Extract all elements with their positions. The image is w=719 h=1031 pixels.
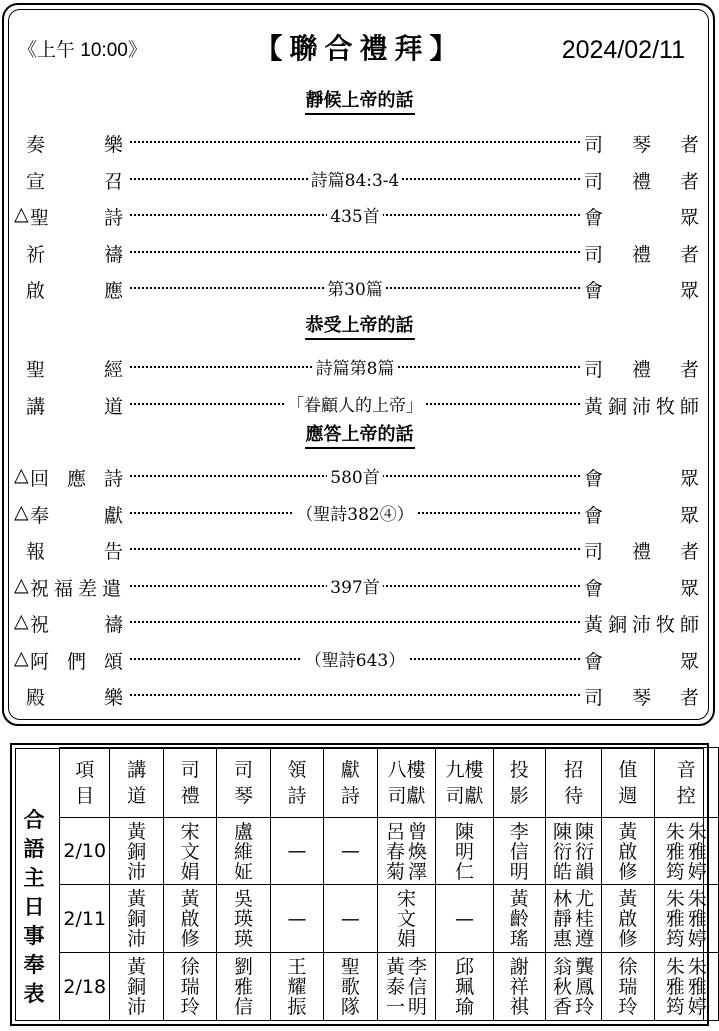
- order-item: [14, 162, 700, 192]
- order-item: [14, 532, 700, 562]
- row-date: 2/10: [60, 818, 110, 885]
- order-item-role: 司 禮 者: [584, 359, 700, 381]
- table-cell: 朱雅婷 朱雅筠: [654, 953, 718, 1021]
- order-item-label: 聖 經: [26, 359, 124, 381]
- leader-dots: [130, 605, 580, 635]
- order-item-detail: 詩篇84:3-4: [308, 171, 403, 191]
- table-cell: —: [436, 885, 493, 953]
- order-item-role: 會 眾: [584, 650, 700, 673]
- table-cell: 徐瑞玲: [602, 953, 655, 1021]
- leader-dots: [130, 125, 580, 155]
- order-item-label: 講 道: [26, 395, 124, 418]
- leader-dots: [130, 198, 580, 228]
- table-cell: —: [270, 885, 323, 953]
- order-item-role: 黃 銅 沛 牧 師: [584, 614, 700, 636]
- table-cell: 尤桂遵 林靜惠: [546, 885, 602, 953]
- table-cell: 龔鳳玲 翁秋香: [546, 953, 602, 1021]
- table-cell: 曾煥澤 呂春菊: [377, 818, 436, 885]
- table-cell: 謝祥祺: [493, 953, 546, 1021]
- table-cell: 陳衍韻 陳衍皓: [546, 818, 602, 885]
- order-item-role: 司 禮 者: [584, 243, 700, 266]
- table-cell: —: [324, 885, 377, 953]
- row-date: 2/11: [60, 885, 110, 953]
- column-header: 九樓 司獻: [436, 748, 493, 818]
- column-header: 項 目: [60, 748, 110, 818]
- table-cell: 黃銅沛: [110, 953, 163, 1021]
- order-item: [14, 605, 700, 635]
- table-cell: 李信明 黃泰一: [377, 953, 436, 1021]
- order-item-role: 司 琴 者: [584, 687, 700, 709]
- column-header: 講 道: [110, 748, 163, 818]
- leader-dots: [130, 569, 580, 599]
- order-item: [14, 387, 700, 417]
- order-item: [14, 678, 700, 708]
- column-header: 領 詩: [270, 748, 323, 818]
- table-row: [60, 885, 719, 953]
- order-item-detail: 397首: [327, 578, 382, 598]
- order-item-label: 報 告: [26, 541, 124, 563]
- column-header: 八樓 司獻: [377, 748, 436, 818]
- order-item-detail: （聖詩643）: [302, 651, 408, 671]
- page-title: 【聯合禮拜】: [254, 32, 465, 65]
- leader-dots: [130, 350, 580, 380]
- order-item-label: 奏 樂: [26, 134, 124, 156]
- order-item-role: 會 眾: [584, 504, 700, 527]
- order-item-role: 司 琴 者: [584, 134, 700, 156]
- leader-dots: [130, 162, 580, 192]
- order-item-label: △ 阿 們 頌: [14, 646, 124, 673]
- order-item: [14, 569, 700, 599]
- order-item: [14, 350, 700, 380]
- table-cell: 宋文娟: [163, 818, 216, 885]
- leader-dots: [130, 459, 580, 489]
- order-item-detail: 「眷顧人的上帝」: [284, 396, 426, 416]
- table-cell: 宋文娟: [377, 885, 436, 953]
- order-item-role: 會 眾: [584, 207, 700, 229]
- order-item: [14, 125, 700, 155]
- table-cell: —: [324, 818, 377, 885]
- row-date: 2/18: [60, 953, 110, 1021]
- leader-dots: [130, 235, 580, 265]
- order-item: [14, 235, 700, 265]
- table-cell: 陳明仁: [436, 818, 493, 885]
- column-header: 投 影: [493, 748, 546, 818]
- table-cell: 盧維姃: [217, 818, 270, 885]
- duty-roster-table: [59, 747, 719, 1021]
- section-title: 靜候上帝的話: [0, 92, 719, 110]
- order-item-role: 司 禮 者: [584, 170, 700, 193]
- leader-dots: [130, 642, 580, 672]
- table-cell: 王耀振: [270, 953, 323, 1021]
- table-cell: 徐瑞玲: [163, 953, 216, 1021]
- table-cell: 朱雅婷 朱雅筠: [654, 885, 718, 953]
- order-item: [14, 496, 700, 526]
- table-cell: 黃啟修: [602, 818, 655, 885]
- table-cell: 黃銅沛: [110, 818, 163, 885]
- column-header: 獻 詩: [324, 748, 377, 818]
- service-time: 《上午 10:00》: [18, 40, 147, 61]
- table-header-row: [60, 748, 719, 818]
- column-header: 值 週: [602, 748, 655, 818]
- order-item-label: 啟 應: [26, 280, 124, 302]
- table-cell: 吳瑛瑛: [217, 885, 270, 953]
- leader-dots: [130, 532, 580, 562]
- order-item-role: 黃 銅 沛 牧 師: [584, 395, 700, 418]
- section-title: 恭受上帝的話: [0, 317, 719, 335]
- order-item-role: 司 禮 者: [584, 541, 700, 563]
- order-item: [14, 271, 700, 301]
- order-item-detail: 詩篇第8篇: [313, 359, 398, 379]
- table-cell: 聖歌隊: [324, 953, 377, 1021]
- order-item-detail: 580首: [327, 468, 382, 488]
- leader-dots: [130, 387, 580, 417]
- column-header: 招 待: [546, 748, 602, 818]
- order-item-label: △ 奉 獻: [14, 500, 124, 527]
- order-item: [14, 459, 700, 489]
- order-item: [14, 642, 700, 672]
- order-item-role: 會 眾: [584, 468, 700, 490]
- table-cell: 李信明: [493, 818, 546, 885]
- section-title: 應答上帝的話: [0, 426, 719, 444]
- order-item-label: △ 回 應 詩: [14, 464, 124, 490]
- order-item-detail: （聖詩382④）: [293, 505, 416, 525]
- order-item: [14, 198, 700, 228]
- leader-dots: [130, 271, 580, 301]
- table-cell: 黃啟修: [602, 885, 655, 953]
- column-header: 音 控: [654, 748, 718, 818]
- order-item-role: 會 眾: [584, 280, 700, 302]
- table-row: [60, 953, 719, 1021]
- column-header: 司 禮: [163, 748, 216, 818]
- service-date: 2024/02/11: [561, 36, 685, 64]
- table-cell: 黃啟修: [163, 885, 216, 953]
- table-row: [60, 818, 719, 885]
- order-item-label: △ 祝 禱: [14, 610, 124, 636]
- order-item-label: 宣 召: [26, 170, 124, 193]
- order-item-detail: 435首: [327, 207, 382, 227]
- duty-roster-title: 合 語 主 日 事 奉 表: [23, 808, 45, 1006]
- table-cell: 邱珮瑜: [436, 953, 493, 1021]
- table-cell: 劉雅信: [217, 953, 270, 1021]
- order-item-label: 祈 禱: [26, 243, 124, 266]
- table-cell: —: [270, 818, 323, 885]
- leader-dots: [130, 496, 580, 526]
- leader-dots: [130, 678, 580, 708]
- order-item-detail: 第30篇: [324, 280, 386, 300]
- order-item-label: △ 祝 福 差 遣: [14, 573, 122, 600]
- order-item-label: △ 聖 詩: [14, 203, 124, 229]
- table-cell: 黃銅沛: [110, 885, 163, 953]
- table-cell: 黃齡瑤: [493, 885, 546, 953]
- order-item-role: 會 眾: [584, 577, 700, 600]
- column-header: 司 琴: [217, 748, 270, 818]
- order-item-label: 殿 樂: [26, 687, 124, 709]
- table-cell: 朱雅婷 朱雅筠: [654, 818, 718, 885]
